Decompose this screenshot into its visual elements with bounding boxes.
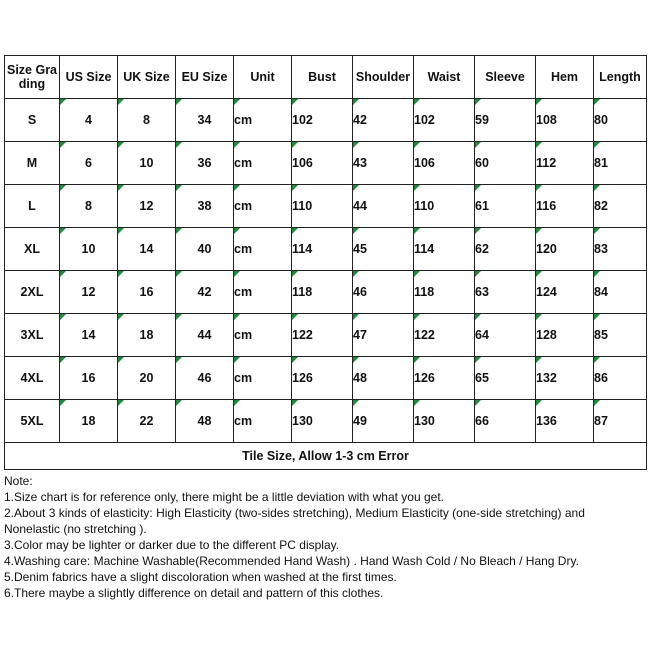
cell-shoulder: 48 [353,357,414,400]
table-row [5,185,647,228]
cell-size: 5XL [5,400,60,443]
cell-size: S [5,99,60,142]
cell-sleeve: 59 [475,99,536,142]
cell-shoulder: 45 [353,228,414,271]
table-row [5,357,647,400]
cell-eu-size: 40 [176,228,234,271]
notes-section [4,473,634,601]
cell-unit: cm [234,99,292,142]
table-header-row [5,56,647,99]
cell-bust: 106 [292,142,353,185]
cell-bust: 130 [292,400,353,443]
cell-sleeve: 65 [475,357,536,400]
cell-uk-size: 22 [118,400,176,443]
header-unit: Unit [234,56,292,99]
cell-eu-size: 36 [176,142,234,185]
cell-size: 3XL [5,314,60,357]
note-item: 4.Washing care: Machine Washable(Recommended Hand Wash) . Hand Wash Cold / No Bleach / Hang Dry. [4,554,579,568]
cell-hem: 112 [536,142,594,185]
header-us-size: US Size [60,56,118,99]
cell-uk-size: 12 [118,185,176,228]
cell-waist: 126 [414,357,475,400]
header-shoulder: Shoulder [353,56,414,99]
table-row [5,228,647,271]
cell-length: 85 [594,314,647,357]
table-row [5,314,647,357]
cell-eu-size: 42 [176,271,234,314]
cell-length: 87 [594,400,647,443]
cell-sleeve: 63 [475,271,536,314]
cell-uk-size: 18 [118,314,176,357]
cell-us-size: 12 [60,271,118,314]
cell-us-size: 10 [60,228,118,271]
cell-sleeve: 61 [475,185,536,228]
cell-shoulder: 47 [353,314,414,357]
header-sleeve: Sleeve [475,56,536,99]
cell-size: M [5,142,60,185]
cell-unit: cm [234,400,292,443]
table-row [5,142,647,185]
cell-waist: 114 [414,228,475,271]
cell-shoulder: 44 [353,185,414,228]
cell-eu-size: 46 [176,357,234,400]
cell-length: 84 [594,271,647,314]
cell-shoulder: 46 [353,271,414,314]
cell-bust: 102 [292,99,353,142]
cell-us-size: 16 [60,357,118,400]
note-item: 2.About 3 kinds of elasticity: High Elasticity (two-sides stretching), Medium Elasticity (one-side stretching) and Nonelastic (no stretching ). [4,506,585,536]
cell-eu-size: 34 [176,99,234,142]
cell-us-size: 8 [60,185,118,228]
cell-bust: 126 [292,357,353,400]
cell-us-size: 14 [60,314,118,357]
cell-size: 2XL [5,271,60,314]
note-item: 1.Size chart is for reference only, there might be a little deviation with what you get. [4,490,445,504]
cell-bust: 118 [292,271,353,314]
cell-shoulder: 42 [353,99,414,142]
cell-unit: cm [234,185,292,228]
note-item: 6.There maybe a slightly difference on detail and pattern of this clothes. [4,586,384,600]
cell-hem: 136 [536,400,594,443]
header-waist: Waist [414,56,475,99]
cell-waist: 118 [414,271,475,314]
cell-sleeve: 60 [475,142,536,185]
header-length: Length [594,56,647,99]
cell-eu-size: 38 [176,185,234,228]
note-item: 5.Denim fabrics have a slight discoloration when washed at the first times. [4,570,397,584]
cell-us-size: 6 [60,142,118,185]
cell-bust: 122 [292,314,353,357]
cell-waist: 122 [414,314,475,357]
table-footer-note: Tile Size, Allow 1-3 cm Error [5,443,647,470]
cell-bust: 110 [292,185,353,228]
cell-uk-size: 14 [118,228,176,271]
cell-bust: 114 [292,228,353,271]
header-uk-size: UK Size [118,56,176,99]
cell-hem: 132 [536,357,594,400]
cell-waist: 102 [414,99,475,142]
cell-uk-size: 16 [118,271,176,314]
cell-length: 83 [594,228,647,271]
cell-unit: cm [234,142,292,185]
header-bust: Bust [292,56,353,99]
cell-hem: 128 [536,314,594,357]
cell-waist: 130 [414,400,475,443]
cell-length: 82 [594,185,647,228]
cell-size: 4XL [5,357,60,400]
notes-heading: Note: [4,474,33,488]
header-eu-size: EU Size [176,56,234,99]
table-footer-row [5,443,647,470]
cell-hem: 116 [536,185,594,228]
cell-length: 86 [594,357,647,400]
cell-shoulder: 43 [353,142,414,185]
table-body [5,99,647,443]
cell-uk-size: 8 [118,99,176,142]
header-hem: Hem [536,56,594,99]
cell-waist: 106 [414,142,475,185]
note-item: 3.Color may be lighter or darker due to the different PC display. [4,538,340,552]
cell-size: L [5,185,60,228]
cell-length: 80 [594,99,647,142]
cell-us-size: 18 [60,400,118,443]
cell-waist: 110 [414,185,475,228]
cell-unit: cm [234,357,292,400]
cell-uk-size: 20 [118,357,176,400]
cell-unit: cm [234,271,292,314]
cell-shoulder: 49 [353,400,414,443]
size-chart [4,55,646,470]
cell-size: XL [5,228,60,271]
header-size-grading: Size Grading [5,56,60,99]
cell-uk-size: 10 [118,142,176,185]
cell-us-size: 4 [60,99,118,142]
cell-length: 81 [594,142,647,185]
cell-hem: 108 [536,99,594,142]
cell-eu-size: 48 [176,400,234,443]
cell-unit: cm [234,228,292,271]
cell-sleeve: 66 [475,400,536,443]
table-row [5,99,647,142]
cell-hem: 124 [536,271,594,314]
table-row [5,271,647,314]
cell-hem: 120 [536,228,594,271]
table-row [5,400,647,443]
cell-sleeve: 62 [475,228,536,271]
cell-unit: cm [234,314,292,357]
size-table [4,55,647,470]
cell-eu-size: 44 [176,314,234,357]
cell-sleeve: 64 [475,314,536,357]
